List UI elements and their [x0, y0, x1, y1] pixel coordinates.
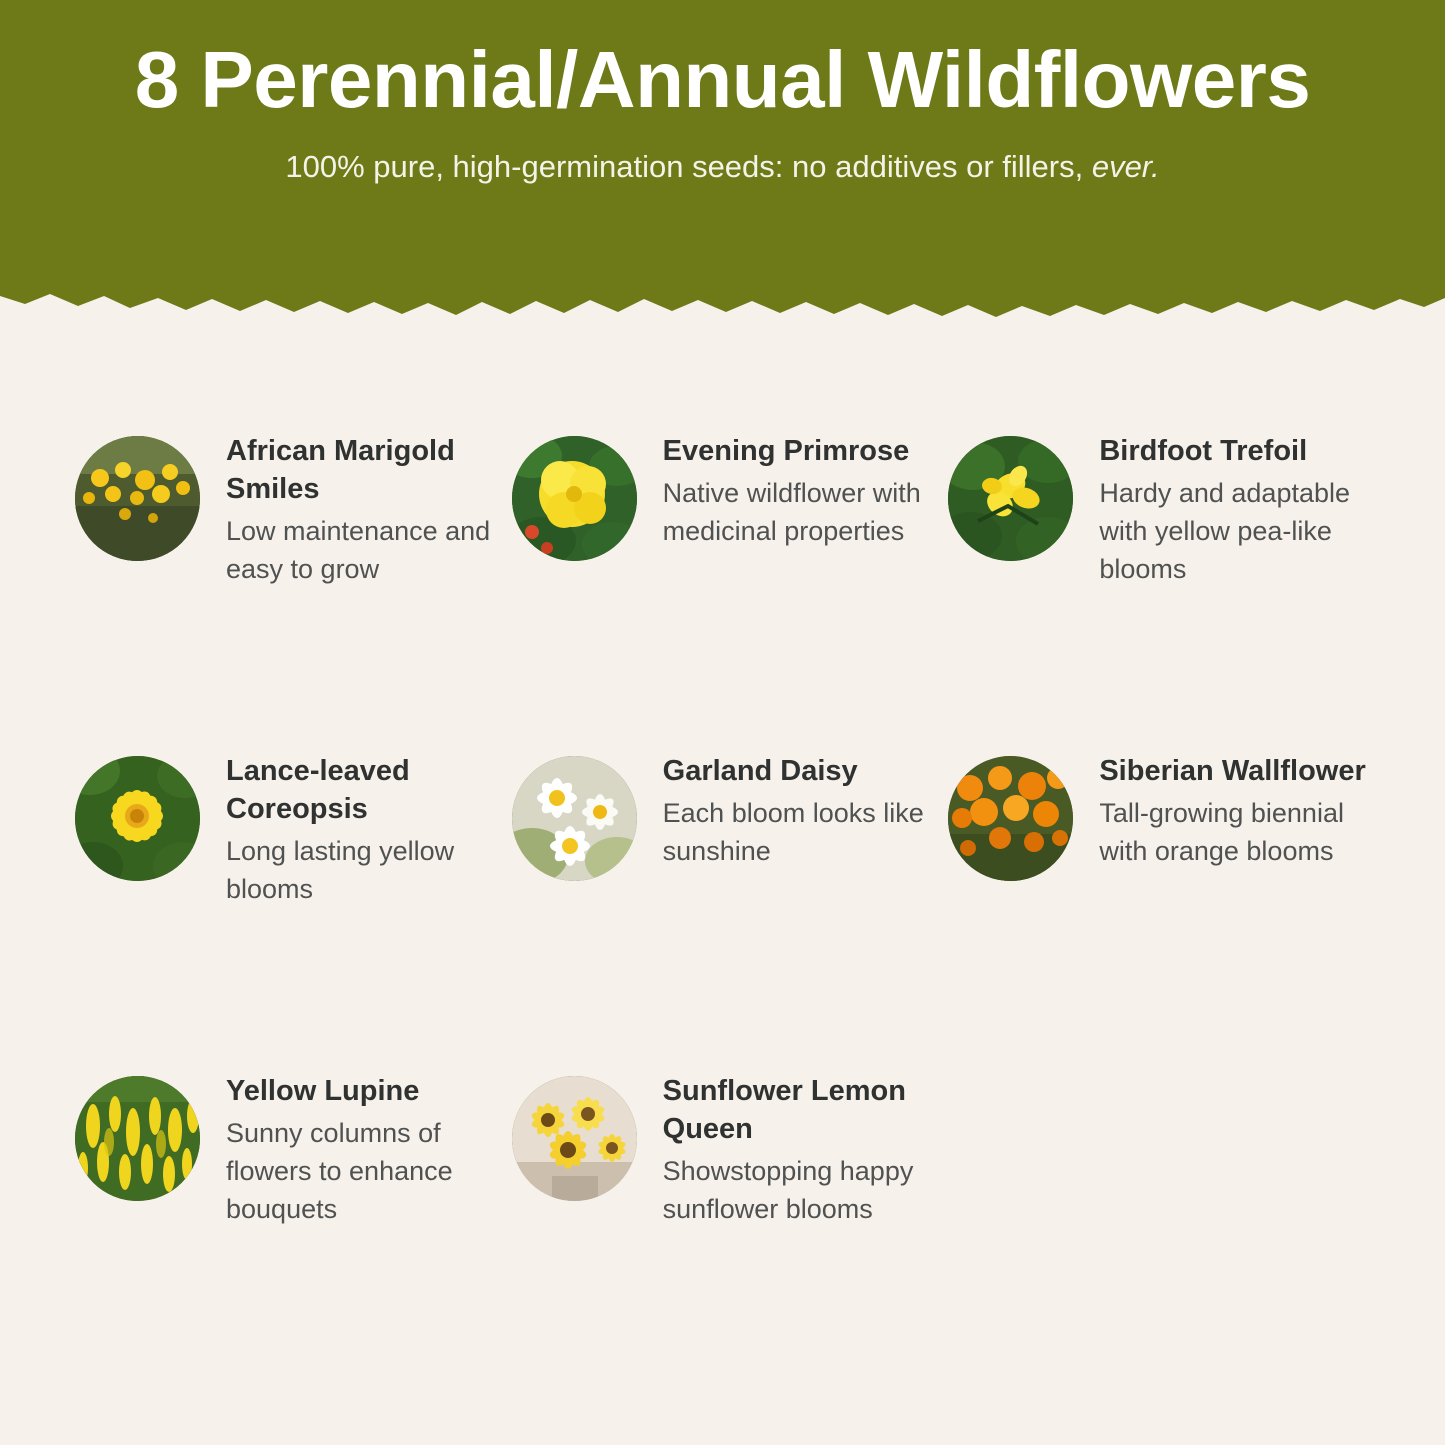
- item-title: Lance-leaved Coreopsis: [226, 755, 410, 825]
- siberian-wallflower-photo: [948, 756, 1073, 881]
- item-description: Low maintenance and easy to grow: [226, 516, 491, 584]
- evening-primrose-photo: [512, 436, 637, 561]
- flower-grid: [0, 430, 1445, 1390]
- item-description: Long lasting yellow blooms: [226, 836, 455, 904]
- item-title: Birdfoot Trefoil: [1099, 435, 1308, 467]
- yellow-lupine-photo: [75, 1076, 200, 1201]
- item-title: Yellow Lupine: [226, 1075, 420, 1107]
- item-text: [226, 1070, 502, 1228]
- item-description: Tall-growing biennial with orange blooms: [1099, 798, 1344, 866]
- item-text: [226, 750, 502, 908]
- garland-daisy-photo: [512, 756, 637, 881]
- item-title: Sunflower Lemon Queen: [662, 1075, 906, 1145]
- item-text: [226, 430, 502, 588]
- list-item: [512, 750, 939, 1070]
- item-title: Siberian Wallflower: [1099, 755, 1366, 787]
- item-description: Native wildflower with medicinal properties: [662, 478, 921, 546]
- page-title: 8 Perennial/Annual Wildflowers: [134, 35, 1311, 124]
- subtitle-emphasis: ever.: [1091, 149, 1160, 184]
- list-item: [948, 430, 1375, 750]
- lance-leaved-coreopsis-photo: [75, 756, 200, 881]
- list-item: [75, 1070, 502, 1390]
- item-description: Each bloom looks like sunshine: [662, 798, 924, 866]
- list-item: [512, 1070, 939, 1390]
- item-description: Showstopping happy sunflower blooms: [662, 1156, 914, 1224]
- item-text: [1099, 750, 1375, 870]
- list-item: [75, 430, 502, 750]
- item-description: Hardy and adaptable with yellow pea-like blooms: [1099, 478, 1351, 584]
- header-banner: [0, 0, 1445, 322]
- item-text: [663, 430, 939, 550]
- birdfoot-trefoil-photo: [948, 436, 1073, 561]
- torn-paper-edge: [0, 290, 1445, 322]
- item-text: [1099, 430, 1375, 588]
- item-title: Evening Primrose: [662, 435, 910, 467]
- african-marigold-smiles-photo: [75, 436, 200, 561]
- list-item: [75, 750, 502, 1070]
- item-title: African Marigold Smiles: [226, 435, 455, 505]
- subtitle-text: 100% pure, high-germination seeds: no additives or fillers,: [285, 149, 1092, 184]
- list-item: [948, 750, 1375, 1070]
- list-item: [512, 430, 939, 750]
- page-subtitle: [0, 148, 1445, 186]
- item-title: Garland Daisy: [662, 755, 858, 787]
- item-text: [663, 750, 939, 870]
- sunflower-lemon-queen-photo: [512, 1076, 637, 1201]
- item-description: Sunny columns of flowers to enhance bouquets: [226, 1118, 453, 1224]
- item-text: [663, 1070, 939, 1228]
